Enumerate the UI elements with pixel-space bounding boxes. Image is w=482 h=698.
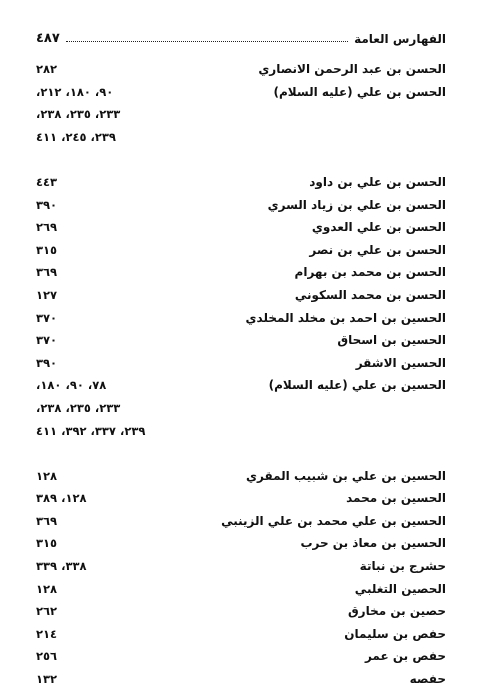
index-entry	[36, 532, 446, 555]
entry-pages: ٢٨٢	[36, 62, 58, 76]
entry-name: الحسين بن احمد بن مخلد المخلدي	[245, 310, 446, 325]
index-entry	[36, 442, 446, 465]
index-entry	[36, 668, 446, 691]
index-entry	[36, 126, 446, 149]
entry-pages: ٢٣٩، ٣٣٧، ٣٩٢، ٤١١	[36, 423, 146, 438]
index-entry	[36, 307, 446, 330]
entry-pages: ٢٦٩	[36, 220, 58, 235]
entry-pages: ٣١٥	[36, 242, 58, 257]
entry-pages: ١٢٨	[36, 468, 58, 483]
index-entry	[36, 487, 446, 510]
entry-name: حفصه	[409, 672, 446, 687]
entry-pages: ٩٠، ١٨٠، ٢١٢،	[36, 84, 114, 99]
entry-pages: ٢٦٢	[36, 604, 58, 619]
entry-pages: ٣٦٩	[36, 513, 58, 528]
entry-name: حفص بن عمر	[364, 649, 446, 664]
index-entries	[36, 58, 446, 691]
entry-name: الحسين بن علي محمد بن علي الزينبي	[221, 513, 446, 528]
entry-name: الحسن بن محمد السكوني	[294, 287, 446, 302]
index-entry	[36, 374, 446, 397]
entry-pages: ٣٦٩	[36, 265, 58, 280]
entry-name: الحسين بن معاذ بن حرب	[300, 536, 446, 551]
index-entry	[36, 284, 446, 307]
entry-name: حصين بن مخارق	[347, 604, 446, 619]
entry-pages: ٢٥٦	[36, 649, 58, 664]
index-entry	[36, 58, 446, 81]
index-entry	[36, 578, 446, 601]
index-entry	[36, 103, 446, 126]
entry-pages: ١٢٨	[36, 581, 58, 596]
entry-pages: ٣٧٠	[36, 310, 58, 325]
header-dot-leader	[66, 40, 348, 42]
index-entry	[36, 216, 446, 239]
index-entry	[36, 555, 446, 578]
entry-pages: ٣٣٨، ٣٣٩	[36, 559, 87, 574]
running-header	[36, 24, 446, 46]
index-entry	[36, 600, 446, 623]
entry-pages: ٢١٤	[36, 626, 58, 641]
index-entry	[36, 623, 446, 646]
index-entry	[36, 148, 446, 171]
entry-name: الحسن بن علي بن زياد السري	[267, 197, 446, 212]
entry-pages: ٢٣٣، ٢٣٥، ٢٣٨،	[36, 107, 121, 122]
index-entry	[36, 261, 446, 284]
entry-name: الحسين بن اسحاق	[337, 333, 446, 348]
entry-pages: ٤٤٣	[36, 174, 58, 189]
entry-name: الحصين التغلبي	[354, 581, 446, 596]
entry-pages: ١٢٨، ٣٨٩	[36, 491, 87, 506]
entry-name: الحسن بن علي بن نصر	[309, 242, 446, 257]
index-entry	[36, 645, 446, 668]
index-entry	[36, 420, 446, 443]
entry-pages: ٣٩٠	[36, 197, 58, 212]
entry-pages: ١٢٧	[36, 287, 58, 302]
entry-name: الحسن بن علي (عليه السلام)	[273, 84, 446, 99]
entry-pages: ٣٧٠	[36, 333, 58, 348]
index-entry	[36, 465, 446, 488]
entry-name: حشرج بن نباتة	[359, 559, 446, 574]
entry-pages: ٢٣٩، ٢٤٥، ٤١١	[36, 129, 116, 144]
entry-pages: ٧٨، ٩٠، ١٨٠،	[36, 378, 107, 393]
index-entry	[36, 352, 446, 375]
entry-pages: ٣١٥	[36, 536, 58, 551]
entry-name: حفص بن سليمان	[344, 626, 446, 641]
entry-name: الحسين بن علي (عليه السلام)	[268, 378, 446, 393]
entry-name: الحسين الاشقر	[355, 355, 446, 370]
entry-name: الحسن بن علي العدوي	[311, 220, 446, 235]
header-title: الفهارس العامة	[354, 32, 446, 46]
index-entry	[36, 171, 446, 194]
index-entry	[36, 81, 446, 104]
index-entry	[36, 194, 446, 217]
entry-name: الحسن بن علي بن داود	[309, 174, 446, 189]
index-entry	[36, 329, 446, 352]
entry-pages: ٢٣٣، ٢٣٥، ٢٣٨،	[36, 400, 121, 415]
index-entry	[36, 239, 446, 262]
page-number: ٤٨٧	[36, 31, 60, 46]
entry-name: الحسن بن عبد الرحمن الانصاري	[258, 62, 446, 76]
entry-name: الحسين بن علي بن شبيب المقري	[246, 468, 446, 483]
entry-pages: ١٣٢	[36, 672, 58, 687]
index-entry	[36, 397, 446, 420]
index-entry	[36, 510, 446, 533]
entry-pages: ٣٩٠	[36, 355, 58, 370]
entry-name: الحسن بن محمد بن بهرام	[294, 265, 446, 280]
entry-name: الحسين بن محمد	[346, 491, 446, 506]
